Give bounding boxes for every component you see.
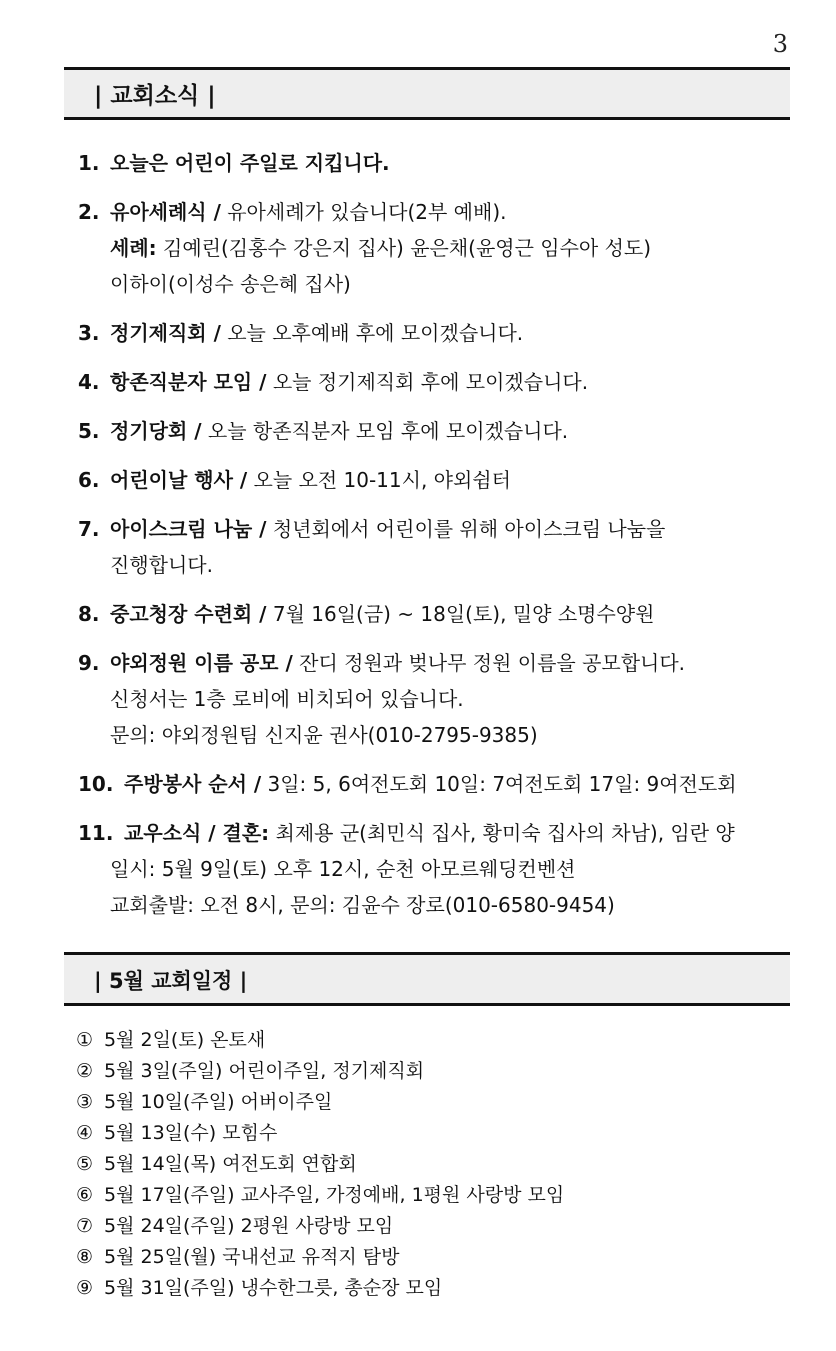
news-item-line xyxy=(110,547,790,583)
news-item xyxy=(78,194,790,302)
news-item-label: 중고청장 수련회 / xyxy=(110,602,267,626)
news-item-line xyxy=(110,511,790,547)
news-item-label: 항존직분자 모임 / xyxy=(110,370,267,394)
schedule-item-text: 5월 13일(수) 모힘수 xyxy=(104,1122,278,1144)
news-item-label: 교우소식 / 결혼: xyxy=(124,821,270,845)
schedule-item-marker: ① xyxy=(76,1029,94,1051)
schedule-item-marker: ⑥ xyxy=(76,1184,94,1206)
news-item-label: 정기제직회 / xyxy=(110,321,221,345)
schedule-item-text: 5월 3일(주일) 어린이주일, 정기제직회 xyxy=(104,1060,425,1082)
schedule-item xyxy=(76,1149,790,1180)
news-item-line xyxy=(110,364,790,400)
news-item-text: 유아세례가 있습니다(2부 예배). xyxy=(220,200,507,224)
news-item-line xyxy=(124,766,790,802)
news-item-text: 김예린(김홍수 강은지 집사) 윤은채(윤영근 임수아 성도) xyxy=(156,236,652,260)
news-item-line xyxy=(110,413,790,449)
news-item-label: 야외정원 이름 공모 / xyxy=(110,651,293,675)
news-item-text: 오늘 오후예배 후에 모이겠습니다. xyxy=(220,321,524,345)
news-item-line xyxy=(110,315,790,351)
news-section-header xyxy=(64,67,790,120)
news-item-text: 7월 16일(금) ~ 18일(토), 밀양 소명수양원 xyxy=(266,602,655,626)
schedule-item xyxy=(76,1242,790,1273)
schedule-item xyxy=(76,1087,790,1118)
schedule-item-text: 5월 25일(월) 국내선교 유적지 탐방 xyxy=(104,1246,400,1268)
schedule-item-marker: ⑧ xyxy=(76,1246,94,1268)
news-item xyxy=(78,596,790,632)
schedule-item xyxy=(76,1025,790,1056)
news-item-label: 오늘은 어린이 주일로 지킵니다. xyxy=(110,151,390,175)
news-item-text: 이하이(이성수 송은혜 집사) xyxy=(110,272,351,296)
news-item-number: 8. xyxy=(78,602,100,626)
schedule-item-marker: ⑨ xyxy=(76,1277,94,1299)
schedule-section-header xyxy=(64,952,790,1006)
schedule-item-marker: ⑦ xyxy=(76,1215,94,1237)
news-item-line xyxy=(110,230,790,266)
schedule-item-text: 5월 24일(주일) 2평원 사랑방 모임 xyxy=(104,1215,394,1237)
news-item-line xyxy=(110,717,790,753)
news-item-label: 어린이날 행사 / xyxy=(110,468,248,492)
news-item xyxy=(78,364,790,400)
schedule-item xyxy=(76,1118,790,1149)
news-item-text: 진행합니다. xyxy=(110,553,213,577)
news-item-text: 일시: 5월 9일(토) 오후 12시, 순천 아모르웨딩컨벤션 xyxy=(110,857,576,881)
news-item-number: 7. xyxy=(78,517,100,541)
news-item-line xyxy=(110,145,790,181)
news-item xyxy=(78,145,790,181)
news-item-line xyxy=(110,596,790,632)
news-item-number: 4. xyxy=(78,370,100,394)
news-item-label: 주방봉사 순서 / xyxy=(124,772,262,796)
news-item-line xyxy=(110,462,790,498)
news-item-text: 교회출발: 오전 8시, 문의: 김윤수 장로(010-6580-9454) xyxy=(110,893,615,917)
news-item xyxy=(78,462,790,498)
schedule-item xyxy=(76,1273,790,1304)
news-item-text: 오늘 항존직분자 모임 후에 모이겠습니다. xyxy=(201,419,569,443)
news-item xyxy=(78,413,790,449)
schedule-item-marker: ⑤ xyxy=(76,1153,94,1175)
news-item-line xyxy=(110,851,790,887)
news-list xyxy=(78,145,790,936)
news-item-line xyxy=(110,194,790,230)
news-item-label: 정기당회 / xyxy=(110,419,202,443)
schedule-item xyxy=(76,1180,790,1211)
news-item-text: 청년회에서 어린이를 위해 아이스크림 나눔을 xyxy=(266,517,666,541)
schedule-item-marker: ④ xyxy=(76,1122,94,1144)
schedule-item-marker: ② xyxy=(76,1060,94,1082)
news-item xyxy=(78,815,790,923)
news-item xyxy=(78,645,790,753)
news-item-line xyxy=(110,887,790,923)
schedule-list xyxy=(76,1025,790,1304)
news-item-number: 9. xyxy=(78,651,100,675)
schedule-section-title: | 5월 교회일정 | xyxy=(94,969,248,993)
news-item-number: 11. xyxy=(78,821,114,845)
news-item-number: 1. xyxy=(78,151,100,175)
news-item-number: 5. xyxy=(78,419,100,443)
schedule-item-text: 5월 10일(주일) 어버이주일 xyxy=(104,1091,333,1113)
news-item-number: 10. xyxy=(78,772,114,796)
news-item-text: 신청서는 1층 로비에 비치되어 있습니다. xyxy=(110,687,464,711)
news-item-text: 오늘 오전 10-11시, 야외쉼터 xyxy=(247,468,511,492)
news-item-number: 3. xyxy=(78,321,100,345)
schedule-item-text: 5월 2일(토) 온토새 xyxy=(104,1029,266,1051)
schedule-item xyxy=(76,1211,790,1242)
schedule-item-text: 5월 17일(주일) 교사주일, 가정예배, 1평원 사랑방 모임 xyxy=(104,1184,565,1206)
page-number: 3 xyxy=(772,30,788,58)
news-item xyxy=(78,315,790,351)
news-item-label: 유아세례식 / xyxy=(110,200,221,224)
news-item xyxy=(78,766,790,802)
schedule-item-marker: ③ xyxy=(76,1091,94,1113)
news-item-number: 6. xyxy=(78,468,100,492)
news-item-label: 아이스크림 나눔 / xyxy=(110,517,267,541)
news-item-label: 세례: xyxy=(110,236,157,260)
schedule-item xyxy=(76,1056,790,1087)
news-item-line xyxy=(110,681,790,717)
news-item-text: 오늘 정기제직회 후에 모이겠습니다. xyxy=(266,370,589,394)
news-item-line xyxy=(110,266,790,302)
news-item-number: 2. xyxy=(78,200,100,224)
schedule-item-text: 5월 31일(주일) 냉수한그릇, 총순장 모임 xyxy=(104,1277,443,1299)
news-item-text: 최제용 군(최민식 집사, 황미숙 집사의 차남), 임란 양 xyxy=(269,821,735,845)
news-section-title: | 교회소식 | xyxy=(94,83,216,109)
news-item-line xyxy=(110,645,790,681)
news-item-line xyxy=(124,815,790,851)
news-item-text: 문의: 야외정원팀 신지윤 권사(010-2795-9385) xyxy=(110,723,538,747)
news-item xyxy=(78,511,790,583)
schedule-item-text: 5월 14일(목) 여전도회 연합회 xyxy=(104,1153,357,1175)
news-item-text: 3일: 5, 6여전도회 10일: 7여전도회 17일: 9여전도회 xyxy=(261,772,737,796)
news-item-text: 잔디 정원과 벚나무 정원 이름을 공모합니다. xyxy=(292,651,686,675)
